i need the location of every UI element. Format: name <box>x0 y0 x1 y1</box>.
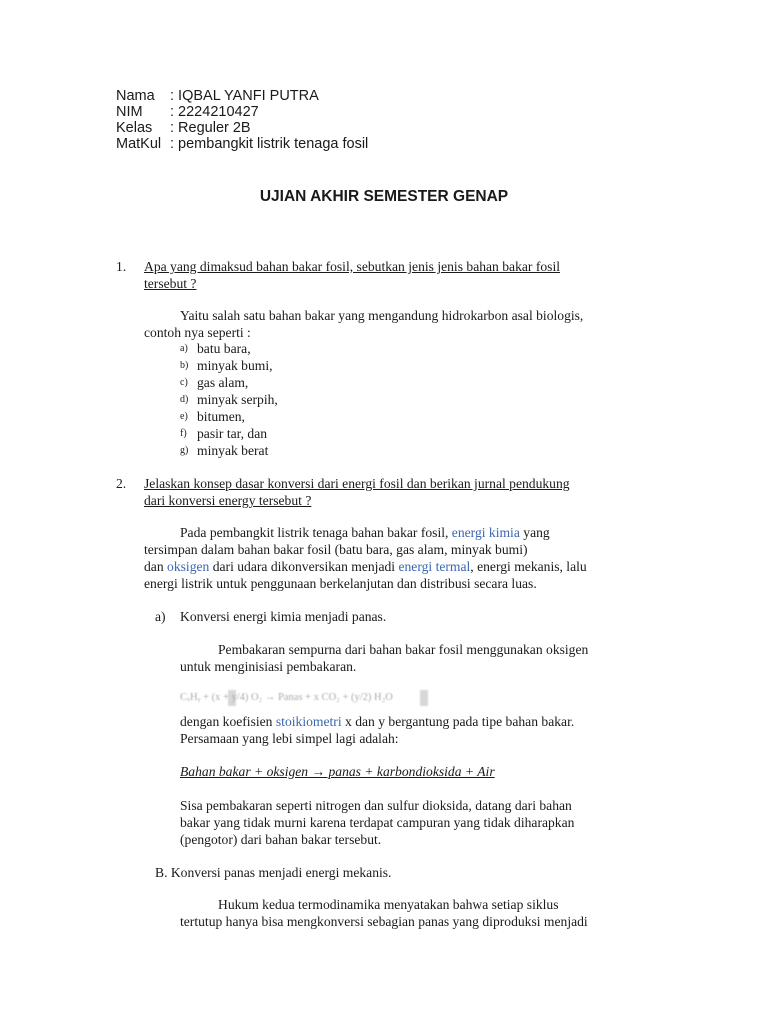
q2-para-line3 <box>144 558 587 575</box>
text: yang <box>519 525 550 540</box>
sub-a-title: Konversi energi kimia menjadi panas. <box>180 609 387 624</box>
sub-a-p2-line1 <box>180 713 574 730</box>
q1-question-line1: Apa yang dimaksud bahan bakar fosil, sebutkan jenis jenis bahan bakar fosil <box>144 259 561 274</box>
text: Pada pembangkit listrik tenaga bahan bakar fosil, <box>180 525 452 540</box>
text: dari udara dikonversikan menjadi <box>209 559 399 574</box>
text: x dan y bergantung pada tipe bahan bakar. <box>341 714 575 729</box>
list-marker: d) <box>180 394 189 405</box>
combustion-equation-image <box>180 690 480 708</box>
sub-a-p3-line2: bakar yang tidak murni karena terdapat campuran yang tidak diharapkan <box>180 815 575 830</box>
sub-b-p1-line1: Hukum kedua termodinamika menyatakan bahwa setiap siklus <box>218 897 559 912</box>
list-item: bitumen, <box>197 409 245 424</box>
nama-value: : IQBAL YANFI PUTRA <box>170 88 319 104</box>
link-energi-kimia[interactable]: energi kimia <box>451 525 520 540</box>
q1-answer-line2: contoh nya seperti : <box>144 325 251 340</box>
sub-a-p1-line2: untuk menginisiasi pembakaran. <box>180 659 357 674</box>
link-oksigen[interactable]: oksigen <box>167 559 210 574</box>
sub-a-marker: a) <box>155 609 166 624</box>
header-nim <box>116 104 259 120</box>
sub-a-p3-line1: Sisa pembakaran seperti nitrogen dan sulfur dioksida, datang dari bahan <box>180 798 572 813</box>
q1-number: 1. <box>116 259 127 274</box>
matkul-value: : pembangkit listrik tenaga fosil <box>170 136 369 152</box>
q1-answer-line1: Yaitu salah satu bahan bakar yang mengandung hidrokarbon asal biologis, <box>180 308 584 323</box>
list-item: pasir tar, dan <box>197 426 268 441</box>
q2-para-line2: tersimpan dalam bahan bakar fosil (batu bara, gas alam, minyak bumi) <box>144 542 528 557</box>
header-matkul <box>116 136 368 152</box>
q2-question-line2: dari konversi energy tersebut ? <box>144 493 312 508</box>
list-marker: c) <box>180 377 188 388</box>
q2-para-line1 <box>180 524 550 541</box>
q1-question-line2: tersebut ? <box>144 276 197 291</box>
q2-question-line1: Jelaskan konsep dasar konversi dari energi fosil dan berikan jurnal pendukung <box>144 476 570 491</box>
matkul-label: MatKul <box>116 136 162 152</box>
list-item: minyak berat <box>197 443 269 458</box>
document-title: UJIAN AKHIR SEMESTER GENAP <box>259 188 509 205</box>
list-item: batu bara, <box>197 341 251 356</box>
list-marker: g) <box>180 445 189 456</box>
text: dengan koefisien <box>180 714 276 729</box>
header-kelas <box>116 120 251 136</box>
list-item: minyak serpih, <box>197 392 278 407</box>
q2-number: 2. <box>116 476 127 491</box>
equation-text: CₓHᵧ + (x + y/4) O₂ → Panas + x CO₂ + (y/2) H₂O <box>180 692 393 703</box>
link-energi-termal[interactable]: energi termal <box>398 559 471 574</box>
sub-b-title: B. Konversi panas menjadi energi mekanis. <box>155 865 392 880</box>
list-marker: f) <box>180 428 187 439</box>
sub-b-p1-line2: tertutup hanya bisa mengkonversi sebagian panas yang diproduksi menjadi <box>180 914 588 929</box>
list-item: gas alam, <box>197 375 249 390</box>
text: , energi mekanis, lalu <box>470 559 587 574</box>
list-marker: b) <box>180 360 189 371</box>
list-marker: e) <box>180 411 188 422</box>
q2-para-line4: energi listrik untuk penggunaan berkelanjutan dan distribusi secara luas. <box>144 576 537 591</box>
nama-label: Nama <box>116 88 155 104</box>
kelas-value: : Reguler 2B <box>170 120 251 136</box>
link-stoikiometri[interactable]: stoikiometri <box>275 714 342 729</box>
nim-value: : 2224210427 <box>170 104 259 120</box>
bracket <box>420 690 428 706</box>
nim-label: NIM <box>116 104 143 120</box>
word-equation: Bahan bakar + oksigen → panas + karbondioksida + Air <box>180 764 495 779</box>
sub-a-p1-line1: Pembakaran sempurna dari bahan bakar fosil menggunakan oksigen <box>218 642 589 657</box>
sub-a-p3-line3: (pengotor) dari bahan bakar tersebut. <box>180 832 382 847</box>
list-marker: a) <box>180 343 188 354</box>
list-item: minyak bumi, <box>197 358 273 373</box>
text: dan <box>144 559 168 574</box>
sub-a-p2-line2: Persamaan yang lebi simpel lagi adalah: <box>180 731 399 746</box>
header-nama <box>116 88 319 104</box>
kelas-label: Kelas <box>116 120 153 136</box>
